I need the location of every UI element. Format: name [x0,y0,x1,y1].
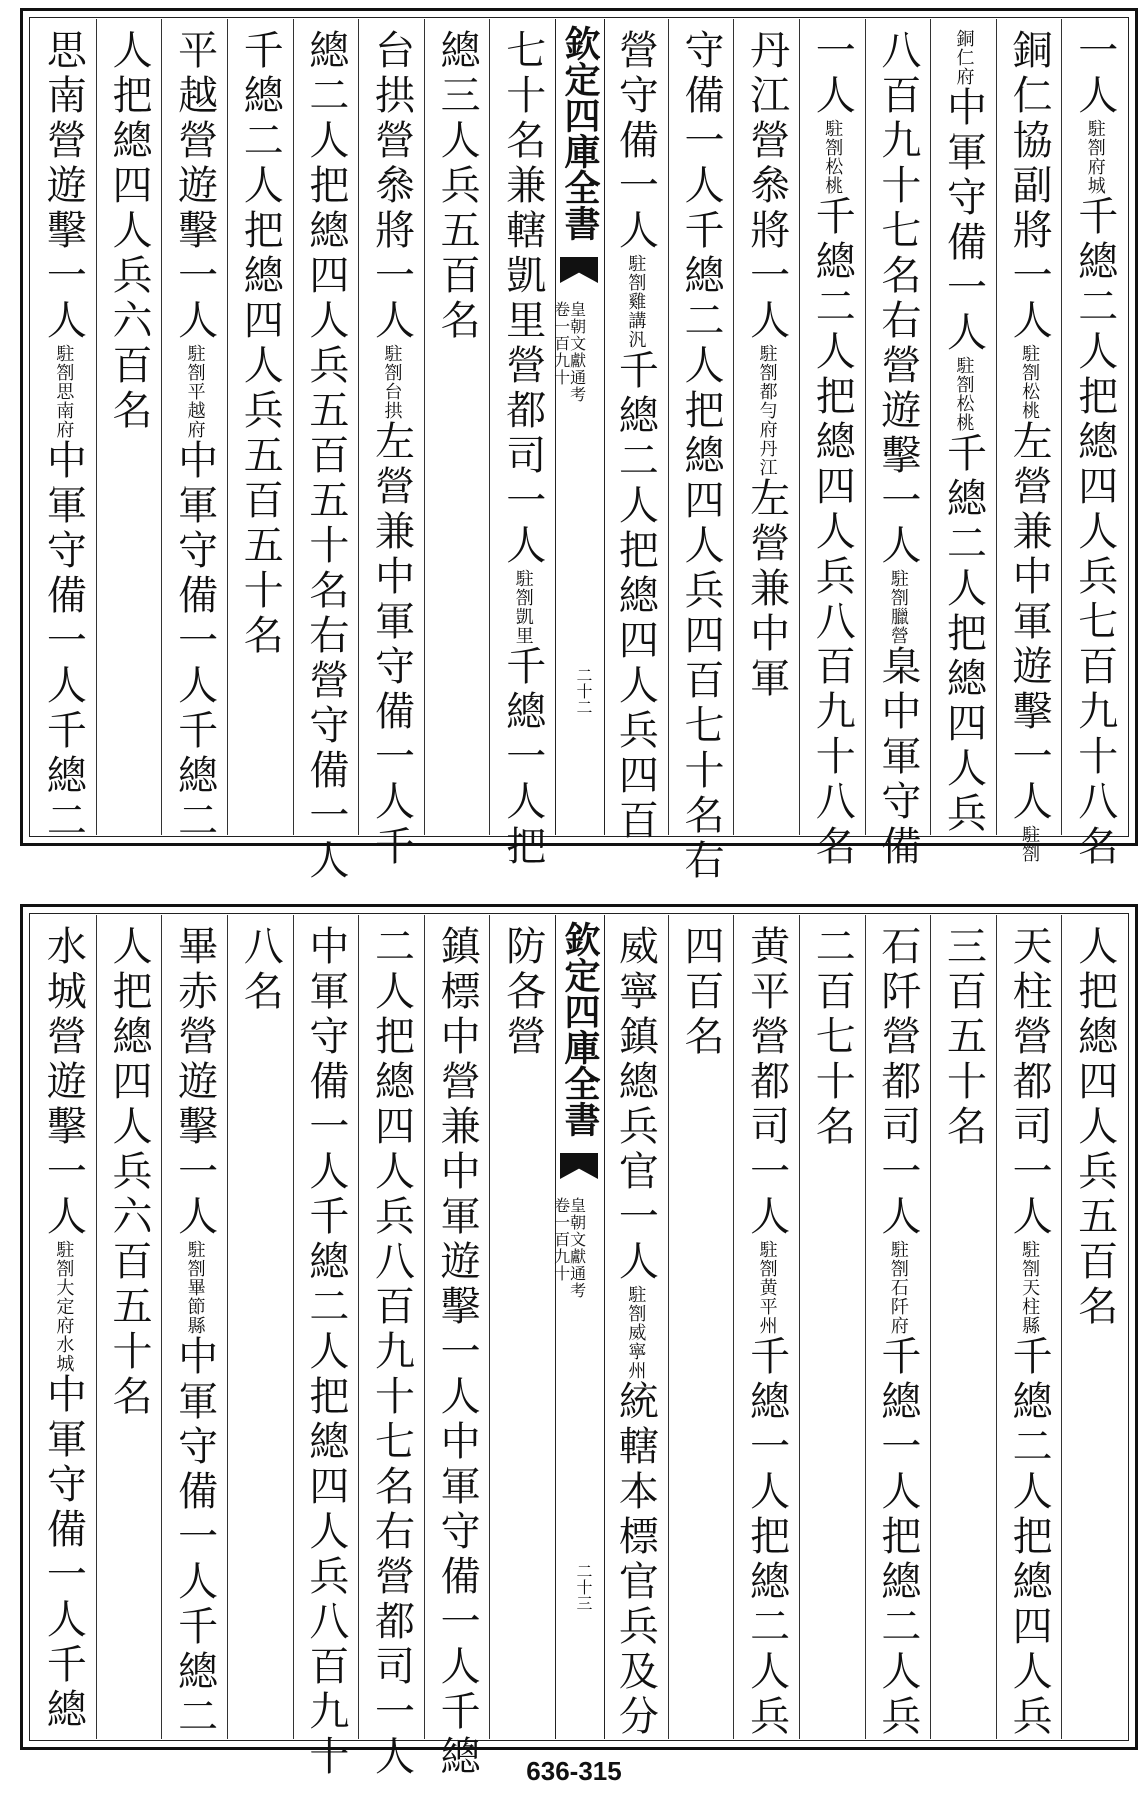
text-column: 七十名兼轄凱里營都司一人駐劄凱里千總一人把 [489,19,555,835]
text-column: 石阡營都司一人駐劄石阡府千總一人把總二人兵 [865,915,931,1739]
text-column: 千總二人把總四人兵五百五十名 [227,19,293,835]
small-note: 駐劄黄平州 [756,1240,778,1335]
small-note: 駐劄大定府水城 [53,1240,75,1373]
top-page-right-half [603,19,1127,884]
text-column: 八名 [227,915,293,1739]
text-column: 營守備一人駐劄雞講汎千總二人把總四人兵四百 [612,29,659,844]
text-column: 黄平營都司一人駐劄黄平州千總一人把總二人兵 [733,915,799,1739]
text-column: 平越營遊擊一人駐劄平越府中軍守備一人千總二 [161,19,227,835]
small-note: 駐劄天柱縣 [1019,1240,1041,1335]
top-page-left-half [31,19,555,884]
text-column: 畢赤營遊擊一人駐劄畢節縣中軍守備一人千總二 [161,915,227,1739]
text-column: 守備一人千總二人把總四人兵四百七十名右 [668,19,734,835]
text-column: 四百名 [668,915,734,1739]
small-note: 駐劄都勻府丹江 [756,344,778,477]
fish-tail-mark [560,1153,598,1179]
text-column: 人把總四人兵六百五十名 [96,915,162,1739]
small-note: 駐劄石阡府 [887,1240,909,1335]
page-number: 二十二 [574,667,593,715]
volume-label: 卷一百九十 [551,301,571,386]
center-fold [551,915,605,1739]
text-column: 二人把總四人兵八百九十七名右營都司一人 [358,915,424,1739]
text-column: 一人駐劄松桃千總二人把總四人兵八百九十八名 [799,19,865,835]
text-column: 防各營 [489,915,555,1739]
text-column: 台拱營叅將一人駐劄台拱左營兼中軍守備一人千 [358,19,424,835]
text-column: 思南營遊擊一人駐劄思南府中軍守備一人千總二 [40,29,87,844]
volume-label: 卷一百九十 [551,1197,571,1282]
text-column: 人把總四人兵六百名 [96,19,162,835]
text-column: 銅仁府中軍守備一人駐劄松桃千總二人把總四人兵 [930,19,996,835]
text-column: 人把總四人兵五百名 [1061,915,1127,1739]
small-note: 銅仁府 [953,29,975,86]
small-note: 駐劄威寧州 [625,1285,647,1380]
text-column: 威寧鎮總兵官一人駐劄威寧州統轄本標官兵及分 [612,925,659,1740]
small-note: 駐劄府城 [1084,119,1106,195]
text-column: 中軍守備一人千總二人把總四人兵八百九十 [293,915,359,1739]
book-title: 欽定四庫全書 [559,921,601,1137]
page-code: 636-315 [526,1756,622,1786]
series-title: 皇朝文獻通考 [567,1197,587,1299]
small-note: 駐劄雞講汎 [625,254,647,349]
text-column: 銅仁協副將一人駐劄松桃左營兼中軍遊擊一人駐劄 [996,19,1062,835]
small-note: 駐劄 [1019,825,1041,863]
text-column: 三百五十名 [930,915,996,1739]
text-column: 天柱營都司一人駐劄天柱縣千總二人把總四人兵 [996,915,1062,1739]
small-note: 駐劄凱里 [512,569,534,645]
small-note: 駐劄松桃 [1019,344,1041,420]
small-note: 駐劄松桃 [822,119,844,195]
text-column: 水城營遊擊一人駐劄大定府水城中軍守備一人千總 [40,925,87,1733]
small-note: 駐劄平越府 [184,344,206,439]
small-note: 駐劄畢節縣 [184,1240,206,1335]
fish-tail-mark [560,257,598,283]
small-note: 駐劄松桃 [953,356,975,432]
bottom-page-left-half [31,915,555,1780]
text-column: 一人駐劄府城千總二人把總四人兵七百九十八名 [1061,19,1127,835]
text-column: 八百九十七名右營遊擊一人駐劄臘營臬中軍守備 [865,19,931,835]
series-title: 皇朝文獻通考 [567,301,587,403]
small-note: 駐劄台拱 [381,344,403,420]
book-title: 欽定四庫全書 [559,25,601,241]
small-note: 駐劄臘營 [887,569,909,645]
center-fold [551,19,605,835]
text-column: 總三人兵五百名 [424,19,490,835]
text-column: 總二人把總四人兵五百五十名右營守備一人 [293,19,359,835]
bottom-page-right-half [603,915,1127,1739]
small-note: 駐劄思南府 [53,344,75,439]
top-page [20,8,1138,884]
page-number: 二十三 [574,1563,593,1611]
text-column: 二百七十名 [799,915,865,1739]
text-column: 鎮標中營兼中軍遊擊一人中軍守備一人千總 [424,915,490,1739]
text-column: 丹江營叅將一人駐劄都勻府丹江左營兼中軍 [733,19,799,835]
